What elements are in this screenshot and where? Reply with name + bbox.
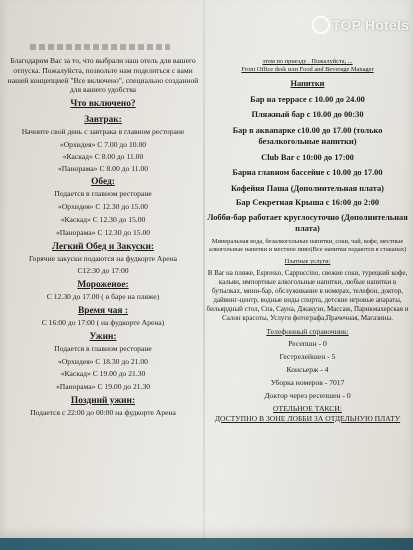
phone-entry: Гестрелейшен - 5 xyxy=(279,352,336,362)
dinner-row: «Каскад» С 19.00 до 21.30 xyxy=(60,369,146,379)
right-column xyxy=(206,58,409,424)
coffee-shop: Кофейня Паша (Дополнительная плата) xyxy=(231,183,384,193)
lunch-subtitle: Подается в главном ресторане xyxy=(54,189,152,199)
late-dinner-heading: Поздний ужин: xyxy=(70,395,136,406)
phone-entry: Доктор через ресепшен - 0 xyxy=(264,390,351,400)
snacks-row: С12:30 до 17:00 xyxy=(77,266,129,276)
tea-row: С 16:00 до 17:00 ( на фудкорте Арена) xyxy=(41,317,165,327)
taxi-text: ДОСТУПНО В ЗОНЕ ЛОББИ ЗА ОТДЕЛЬНУЮ ПЛАТУ xyxy=(214,414,401,424)
dinner-subtitle: Подается в главном ресторане xyxy=(54,343,152,353)
dinner-row: «Орхидея» С 18.30 до 21.00 xyxy=(58,356,148,366)
phone-entry: Уборка номеров - 7017 xyxy=(270,377,345,387)
late-dinner-row: Подается с 22:00 до 00:00 на фудкорте Арена xyxy=(30,407,176,417)
lunch-row: «Каскад» С 12.30 до 15.00 xyxy=(60,214,146,224)
icecream-row: С 12.30 до 17.00 ( в баре на пляже) xyxy=(46,292,160,302)
dinner-heading: Ужин: xyxy=(89,331,117,342)
phone-entry: Консьерж - 4 xyxy=(286,364,329,374)
lunch-row: «Орхидея» С 12.30 до 15.00 xyxy=(58,202,148,212)
breakfast-heading: Завтрак: xyxy=(84,115,122,126)
right-header-line-1: этом по приезду . Пожалуйста, ... xyxy=(262,58,353,65)
breakfast-row: «Каскад» С 8.00 до 11.00 xyxy=(62,151,144,161)
lunch-row: «Панорама» С 12.30 до 15.00 xyxy=(55,227,151,237)
bar-item: Бар на террасе с 10.00 до 24.00 xyxy=(250,94,365,104)
bar-item: Пляжный бар с 10.00 до 00:30 xyxy=(251,110,364,120)
minibar-text: Минеральная вода, безалкогольные напитки, соки, чай, кофе, местные алкогольные напитки и местное пиво(Все напитки подаются в стаканах) xyxy=(208,237,407,254)
paid-services-text: В Bar на пляже, Espresso, Cappuccino, свежие соки, турецкий кофе, кальян, импортные алкогольные напитки, любые напитки в бутылках, мини-бар, обслуживание в номерах, телефон, доктор, дайвинг-центр, водные виды спорта, детские игровые апараты, бильярдный стол, Спа, Сауна, Джакузи, Массаж, Парикмахерская и Салон красоты, Услуги фотографа,Прачечная, Магазины. xyxy=(206,268,409,322)
bar-item: Барна главном бассейне с 10.00 до 17.00 xyxy=(232,168,383,178)
intro-text: Благодарим Вас за то, что выбрали наш отель для вашего отпуска. Пожалуйста, позвольте нам поделиться с вами нашей концепцией "Все включено", специально созданной для вашего удобства xyxy=(7,56,199,95)
tea-heading: Время чая : xyxy=(78,305,128,316)
snacks-heading: Легкий Обед и Закуски: xyxy=(51,241,154,252)
bar-item: Бар в аквапарке с10.00 до 17.00 (только безалкогольные напитки) xyxy=(232,125,383,147)
breakfast-row: «Панорама» С 8.00 до 11.00 xyxy=(57,163,148,173)
snacks-subtitle: Горячие закуски подаются на фудкорте Арена xyxy=(28,253,178,263)
icecream-heading: Мороженое: xyxy=(77,280,129,291)
page-fold xyxy=(203,0,205,540)
taxi-heading: ОТЕЛЬНОЕ ТАКСИ: xyxy=(273,404,342,414)
lunch-heading: Обед: xyxy=(91,177,115,188)
dinner-row: «Панорама» С 19.00 до 21.30 xyxy=(55,382,151,392)
phone-entry: Ресепшн - 0 xyxy=(288,339,327,349)
left-column xyxy=(4,56,202,418)
cut-off-header-line xyxy=(30,44,170,50)
question-heading: Что включено? xyxy=(70,99,136,110)
background-floor xyxy=(0,538,413,550)
paid-services-heading: Платные услуги: xyxy=(284,258,331,266)
bar-item: Club Bar с 10:00 до 17:00 xyxy=(261,152,354,162)
watermark-logo-icon xyxy=(312,16,330,34)
watermark xyxy=(312,16,409,34)
breakfast-subtitle: Начните свой день с завтрака в главном ресторане xyxy=(21,127,185,137)
roof-bar: Бар Секретная Крыша с 16:00 до 2:00 xyxy=(235,198,380,208)
lobby-bar: Лобби-бар работает круглосуточно (Дополнительная плата) xyxy=(207,212,408,234)
right-header-line-2: Front Office desk или Food and Beverage Manager xyxy=(241,66,374,74)
drinks-heading: Напитки xyxy=(290,79,325,89)
phone-directory-heading: Телефонный справочник: xyxy=(266,326,349,336)
watermark-text: TOP Hotels xyxy=(332,17,409,33)
breakfast-row: «Орхидея» С 7.00 до 10.00 xyxy=(59,139,147,149)
